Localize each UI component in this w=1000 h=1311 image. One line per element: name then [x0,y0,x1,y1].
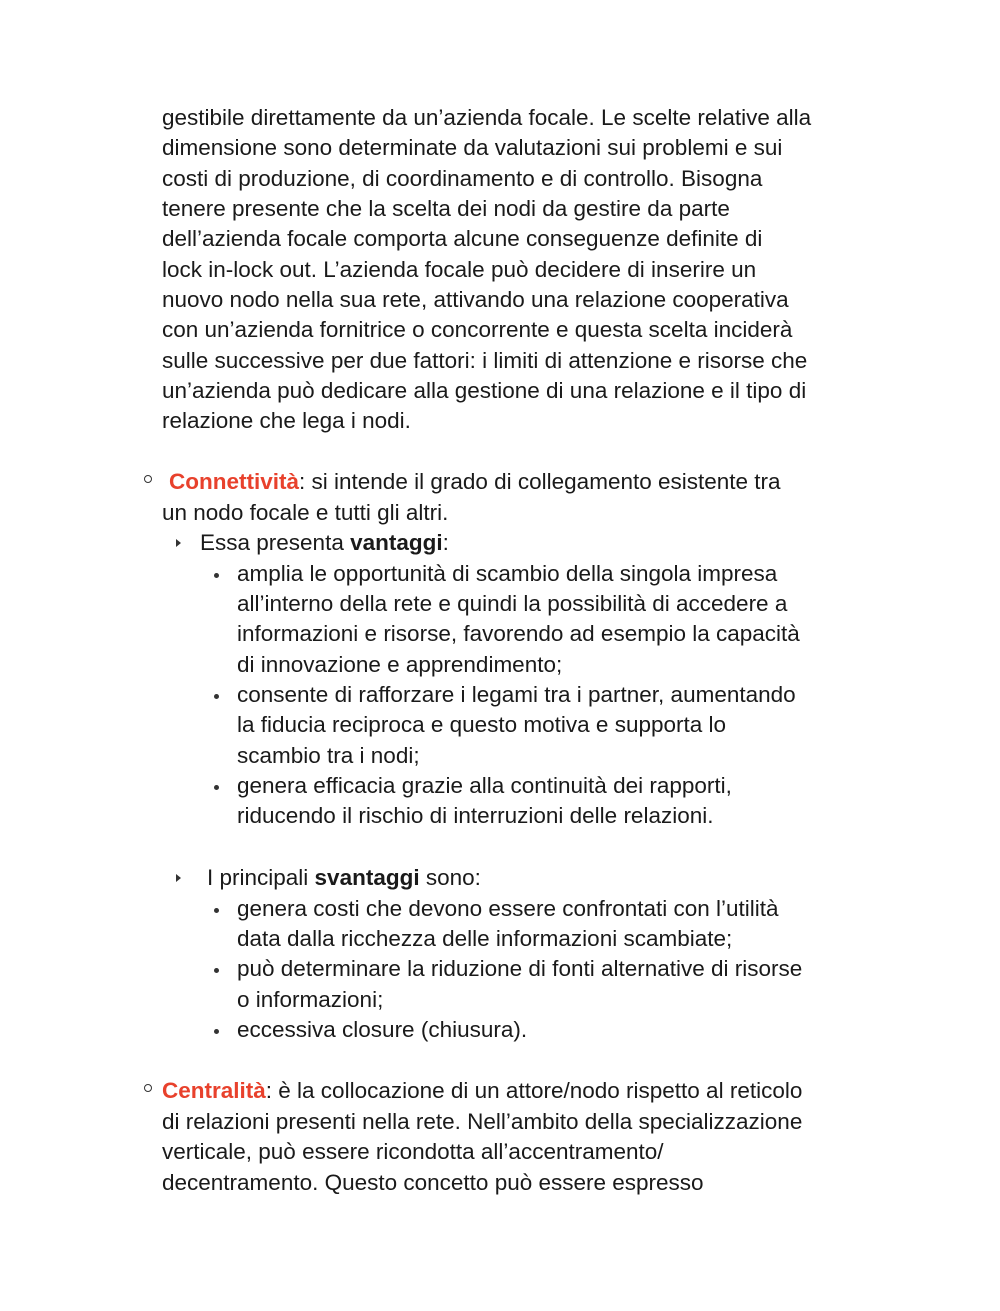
list-item-line: eccessiva closure (chiusura). [237,1017,528,1042]
svantaggi-keyword: svantaggi [314,865,420,890]
list-item-line: consente di rafforzare i legami tra i partner, aumentando [237,682,796,707]
list-item-line: informazioni e risorse, favorendo ad esempio la capacità [237,621,800,646]
text-line: un nodo focale e tutti gli altri. [162,500,449,525]
text-line: gestibile direttamente da un’azienda focale. Le scelte relative alla [162,105,812,130]
centralita-term: Centralità [162,1078,266,1103]
text-line: nuovo nodo nella sua rete, attivando una relazione cooperativa [162,287,789,312]
text-line: dimensione sono determinate da valutazioni sui problemi e sui [162,135,783,160]
list-item-line: la fiducia reciproca e questo motiva e supporta lo [237,712,727,737]
list-item-line: di innovazione e apprendimento; [237,652,563,677]
text-line: costi di produzione, di coordinamento e di controllo. Bisogna [162,166,763,191]
dot-bullet-icon [214,694,219,699]
hollow-circle-bullet-icon [144,1084,152,1092]
svantaggi-prefix: I principali [207,865,315,890]
centralita-definition: : è la collocazione di un attore/nodo rispetto al reticolo [265,1078,803,1103]
dot-bullet-icon [214,968,219,973]
text-line: decentramento. Questo concetto può essere espresso [162,1170,704,1195]
hollow-circle-bullet-icon [144,475,152,483]
text-line: sulle successive per due fattori: i limiti di attenzione e risorse che [162,348,808,373]
text-line: di relazioni presenti nella rete. Nell’ambito della specializzazione [162,1109,803,1134]
list-item-line: può determinare la riduzione di fonti alternative di risorse [237,956,803,981]
text-line: dell’azienda focale comporta alcune conseguenze definite di [162,226,763,251]
text-line: un’azienda può dedicare alla gestione di una relazione e il tipo di [162,378,807,403]
dot-bullet-icon [214,573,219,578]
dot-bullet-icon [214,908,219,913]
dot-bullet-icon [214,1029,219,1034]
text-line: con un’azienda fornitrice o concorrente e questa scelta inciderà [162,317,793,342]
list-item-line: genera efficacia grazie alla continuità dei rapporti, [237,773,732,798]
text-line: relazione che lega i nodi. [162,408,411,433]
vantaggi-keyword: vantaggi [350,530,443,555]
text-line: tenere presente che la scelta dei nodi da gestire da parte [162,196,730,221]
connettivita-definition: : si intende il grado di collegamento esistente tra [299,469,781,494]
centralita-heading-line [162,1076,802,1106]
list-item-line: genera costi che devono essere confrontati con l’utilità [237,896,779,921]
vantaggi-suffix: : [442,530,449,555]
svantaggi-suffix: sono: [419,865,481,890]
list-item-line: data dalla ricchezza delle informazioni scambiate; [237,926,733,951]
vantaggi-prefix: Essa presenta [200,530,351,555]
triangle-bullet-icon [176,539,181,547]
list-item-line: amplia le opportunità di scambio della singola impresa [237,561,778,586]
text-line: lock in-lock out. L’azienda focale può decidere di inserire un [162,257,757,282]
vantaggi-heading [200,528,449,558]
list-item-line: o informazioni; [237,987,384,1012]
connettivita-term: Connettività [169,469,300,494]
connettivita-heading-line [169,467,781,497]
dot-bullet-icon [214,785,219,790]
svantaggi-heading [207,863,481,893]
triangle-bullet-icon [176,874,181,882]
list-item-line: riducendo il rischio di interruzioni delle relazioni. [237,803,714,828]
text-line: verticale, può essere ricondotta all’accentramento/ [162,1139,664,1164]
list-item-line: scambio tra i nodi; [237,743,420,768]
list-item-line: all’interno della rete e quindi la possibilità di accedere a [237,591,788,616]
